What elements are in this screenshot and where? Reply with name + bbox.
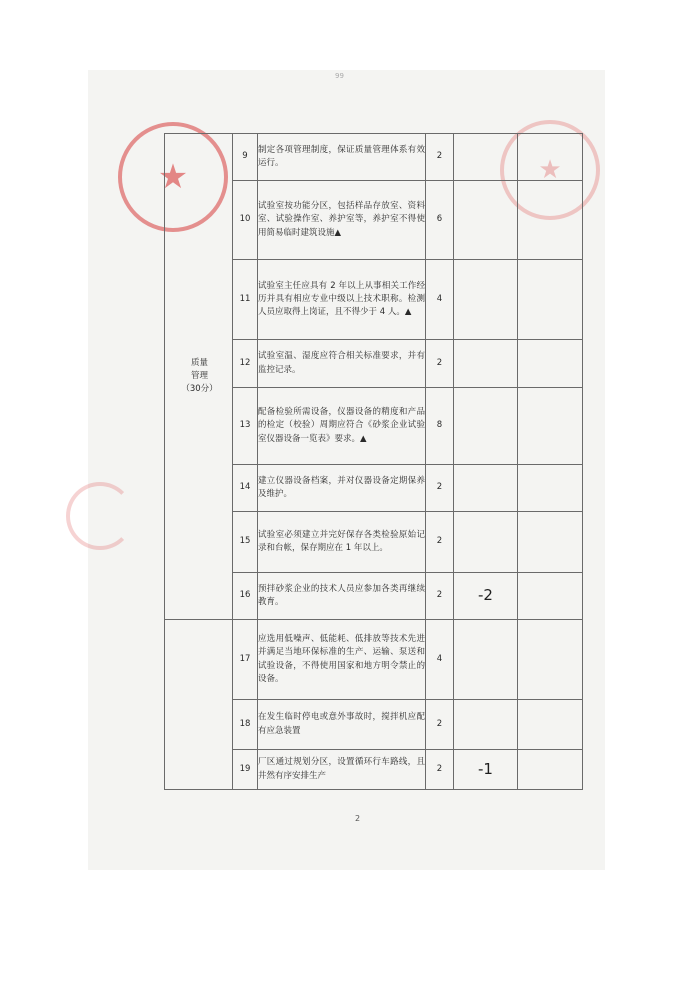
row-deduction [454, 465, 518, 512]
row-text: 试验室按功能分区，包括样品存放室、资料室、试验操作室、养护室等，养护室不得使用简易临时建筑设施▲ [258, 181, 426, 260]
row-number: 12 [233, 340, 258, 388]
row-remark [518, 260, 583, 340]
row-deduction: -1 [454, 750, 518, 790]
row-remark [518, 340, 583, 388]
row-number: 18 [233, 700, 258, 750]
row-score: 2 [426, 750, 454, 790]
row-deduction [454, 260, 518, 340]
row-number: 14 [233, 465, 258, 512]
row-score: 4 [426, 620, 454, 700]
row-score: 2 [426, 512, 454, 573]
row-number: 9 [233, 134, 258, 181]
row-text: 应选用低噪声、低能耗、低排放等技术先进并满足当地环保标准的生产、运输、泵送和试验设备，不得使用国家和地方明令禁止的设备。 [258, 620, 426, 700]
row-deduction: -2 [454, 573, 518, 620]
row-deduction [454, 512, 518, 573]
row-score: 6 [426, 181, 454, 260]
row-score: 8 [426, 388, 454, 465]
row-text: 厂区通过规划分区，设置循环行车路线，且井然有序安排生产 [258, 750, 426, 790]
page-number: 2 [355, 814, 361, 823]
row-deduction [454, 340, 518, 388]
row-score: 2 [426, 700, 454, 750]
row-score: 2 [426, 340, 454, 388]
category-prefix: 质量 [190, 357, 208, 368]
row-remark [518, 512, 583, 573]
row-number: 13 [233, 388, 258, 465]
row-remark [518, 465, 583, 512]
faint-seal-stamp: ★ [500, 120, 600, 220]
category-score: （30分） [181, 384, 218, 395]
top-mark: 99 [335, 72, 344, 80]
row-remark [518, 620, 583, 700]
row-deduction [454, 181, 518, 260]
row-remark [518, 573, 583, 620]
row-text: 试验室温、湿度应符合相关标准要求，并有监控记录。 [258, 340, 426, 388]
row-score: 2 [426, 573, 454, 620]
partial-seal-stamp [66, 482, 134, 550]
table-row [165, 134, 583, 181]
row-remark [518, 750, 583, 790]
row-remark [518, 388, 583, 465]
company-seal-stamp: ★ [118, 122, 228, 232]
row-text: 在发生临时停电或意外事故时，搅拌机应配有应急装置 [258, 700, 426, 750]
row-text: 制定各项管理制度，保证质量管理体系有效运行。 [258, 134, 426, 181]
row-remark [518, 700, 583, 750]
table-row [165, 620, 583, 700]
row-deduction [454, 700, 518, 750]
row-number: 19 [233, 750, 258, 790]
category-name: 管理 [190, 370, 208, 381]
row-text: 试验室主任应具有 2 年以上从事相关工作经历并具有相应专业中级以上技术职称。检测人员应取得上岗证，且不得少于 4 人。▲ [258, 260, 426, 340]
row-number: 11 [233, 260, 258, 340]
row-deduction [454, 388, 518, 465]
row-number: 10 [233, 181, 258, 260]
row-remark [518, 181, 583, 260]
row-score: 2 [426, 465, 454, 512]
row-text: 建立仪器设备档案，并对仪器设备定期保养及维护。 [258, 465, 426, 512]
assessment-table [164, 133, 583, 790]
row-text: 预拌砂浆企业的技术人员应参加各类再继续教育。 [258, 573, 426, 620]
row-deduction [454, 620, 518, 700]
row-deduction [454, 134, 518, 181]
row-number: 17 [233, 620, 258, 700]
row-number: 16 [233, 573, 258, 620]
category-cell [165, 134, 233, 620]
row-score: 4 [426, 260, 454, 340]
row-score: 2 [426, 134, 454, 181]
category-label [165, 357, 232, 397]
row-number: 15 [233, 512, 258, 573]
row-text: 试验室必须建立并完好保存各类检验原始记录和台帐，保存期应在 1 年以上。 [258, 512, 426, 573]
row-text: 配备检验所需设备，仪器设备的精度和产品的检定（校验）周期应符合《砂浆企业试验室仪器设备一览表》要求。▲ [258, 388, 426, 465]
category-cell-2 [165, 620, 233, 790]
row-remark [518, 134, 583, 181]
